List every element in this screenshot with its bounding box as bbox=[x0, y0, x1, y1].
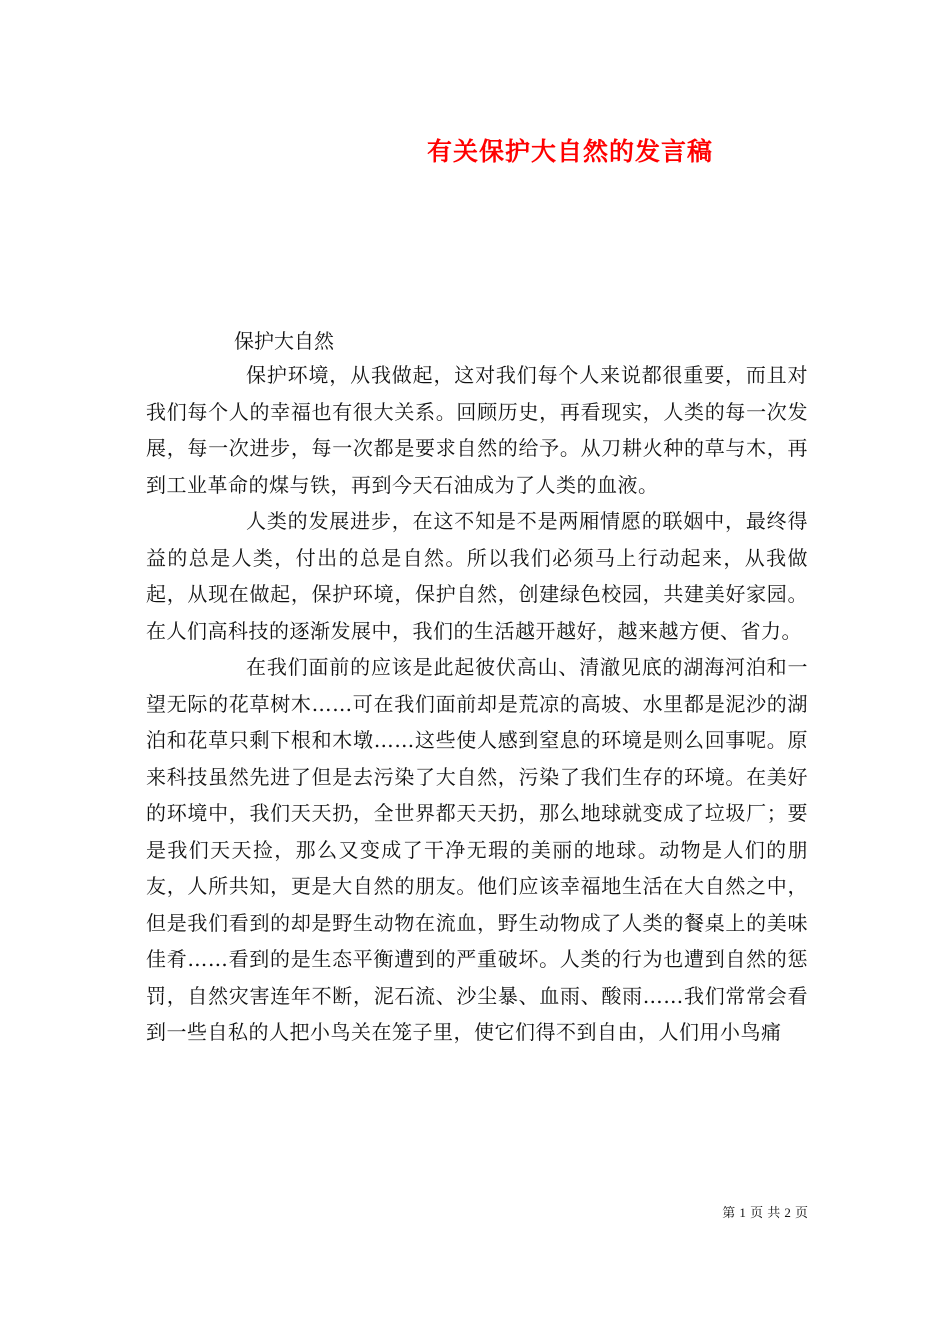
paragraph-2: 人类的发展进步，在这不知是不是两厢情愿的联姻中，最终得益的总是人类，付出的总是自然。所以我们必须马上行动起来，从我做起，从现在做起，保护环境，保护自然，创建绿色校园，共建美好家园。在人们高科技的逐渐发展中，我们的生活越开越好，越来越方便、省力。 bbox=[146, 509, 808, 643]
total-pages-number: 2 bbox=[784, 1205, 791, 1220]
page-mid: 页 共 bbox=[750, 1206, 781, 1221]
page-prefix: 第 bbox=[722, 1206, 736, 1221]
paragraph-3: 在我们面前的应该是此起彼伏高山、清澈见底的湖海河泊和一望无际的花草树木……可在我们面前却是荒凉的高坡、水里都是泥沙的湖泊和花草只剩下根和木墩……这些使人感到窒息的环境是则么回事呢。原来科技虽然先进了但是去污染了大自然，污染了我们生存的环境。在美好的环境中，我们天天扔，全世界都天天扔，那么地球就变成了垃圾厂；要是我们天天捡，那么又变成了干净无瑕的美丽的地球。动物是人们的朋友，人所共知，更是大自然的朋友。他们应该幸福地生活在大自然之中，但是我们看到的却是野生动物在流血，野生动物成了人类的餐桌上的美味佳肴……看到的是生态平衡遭到的严重破坏。人类的行为也遭到自然的惩罚，自然灾害连年不断，泥石流、沙尘暴、血雨、酸雨……我们常常会看到一些自私的人把小鸟关在笼子里，使它们得不到自由，人们用小鸟痛 bbox=[146, 655, 808, 1044]
paragraph-1: 保护环境，从我做起，这对我们每个人来说都很重要，而且对我们每个人的幸福也有很大关系。回顾历史，再看现实，人类的每一次发展，每一次进步，每一次都是要求自然的给予。从刀耕火种的草与木，再到工业革命的煤与铁，再到今天石油成为了人类的血液。 bbox=[146, 363, 808, 497]
page-footer bbox=[722, 1204, 808, 1223]
page-suffix: 页 bbox=[794, 1206, 808, 1221]
document-title: 有关保护大自然的发言稿 bbox=[426, 137, 713, 166]
current-page-number: 1 bbox=[739, 1205, 746, 1220]
document-subtitle: 保护大自然 bbox=[234, 329, 334, 353]
document-body bbox=[146, 357, 808, 1051]
